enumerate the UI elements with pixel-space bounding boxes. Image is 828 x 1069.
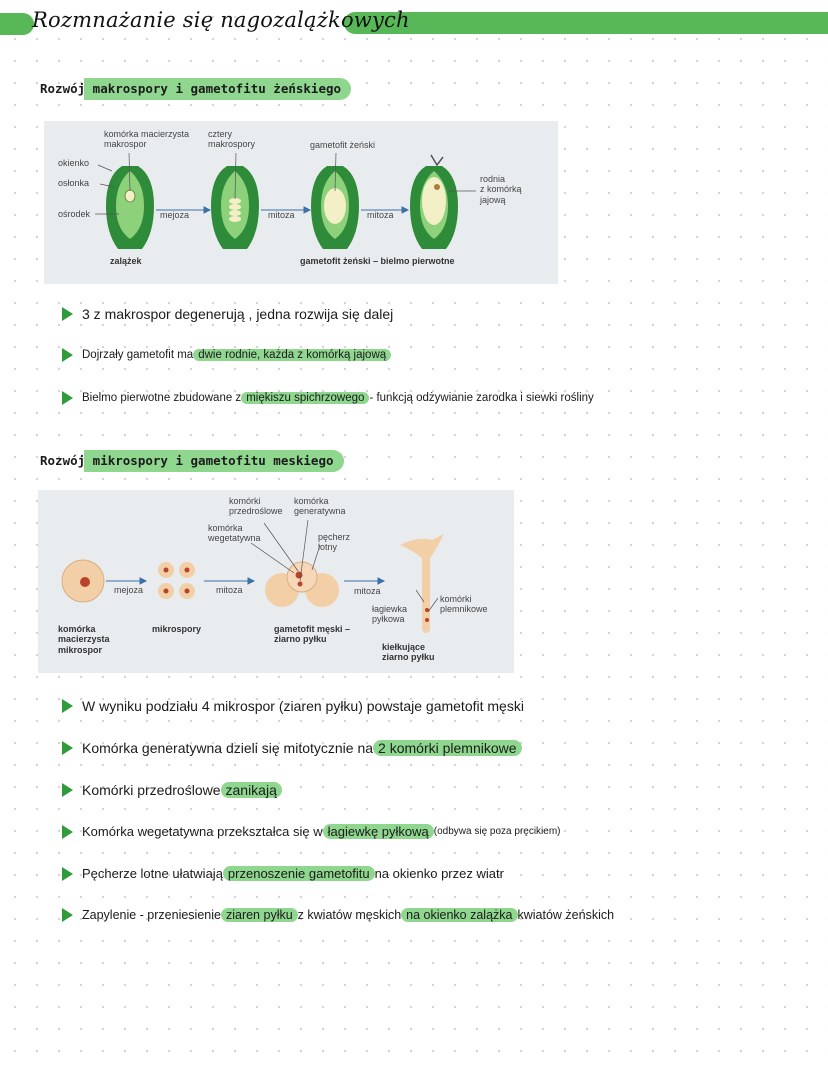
label-komorka-macierzysta: komórka macierzysta makrospor <box>104 129 190 150</box>
triangle-bullet-icon <box>62 741 73 755</box>
ovule-drawing <box>211 166 259 249</box>
triangle-bullet-icon <box>62 908 73 922</box>
highlight: zanikają <box>221 782 282 798</box>
label-pecherz-lotny: pęcherz lotny <box>318 532 351 553</box>
bullet-item: Bielmo pierwotne zbudowane z miękiszu spichrzowego - funkcją odżywianie zarodka i siewki rośliny <box>62 391 594 405</box>
ovule-drawing <box>410 155 458 249</box>
bullet-item: Zapylenie - przeniesienie ziaren pyłku z kwiatów męskich na okienko zalążka kwiatów żeńskich <box>62 908 614 922</box>
page-title: Rozmnażanie się nagozalążkowych <box>32 8 410 32</box>
label-gametofit-zenski: gametofit żeński <box>310 140 376 150</box>
triangle-bullet-icon <box>62 867 73 881</box>
highlight: przenoszenie gametofitu <box>223 866 375 881</box>
mother-cell-drawing <box>62 560 104 602</box>
figure-mikrospora <box>38 490 514 673</box>
bullet-item: Komórki przedroślowe zanikają <box>62 782 282 798</box>
triangle-bullet-icon <box>62 348 73 362</box>
section-heading-makrospora: Rozwój makrospory i gametofitu żeńskiego <box>36 78 351 100</box>
label-komorki-plemnikowe: komórki plemnikowe <box>440 594 488 615</box>
label-mitoza-2: mitoza <box>367 210 394 220</box>
bullet-item: Pęcherze lotne ułatwiają przenoszenie gametofitu na okienko przez wiatr <box>62 866 504 881</box>
microspores-drawing <box>158 562 195 599</box>
label-mejoza: mejoza <box>160 210 190 220</box>
label-okienko: okienko <box>58 158 90 168</box>
label-oslonka: osłonka <box>58 178 90 188</box>
label-osrodek: ośrodek <box>58 209 91 219</box>
highlight: dwie rodnie, każda z komórką jajową <box>193 349 391 361</box>
highlight: ziaren pyłku <box>221 908 298 922</box>
title-accent-left <box>0 13 34 35</box>
label-mitoza-1: mitoza <box>216 585 243 595</box>
figure-makrospora <box>44 121 558 284</box>
triangle-bullet-icon <box>62 307 73 321</box>
triangle-bullet-icon <box>62 699 73 713</box>
bullet-item: Dojrzały gametofit ma dwie rodnie, każda z komórką jajową <box>62 348 391 362</box>
bullet-item: 3 z makrospor degenerują , jedna rozwija się dalej <box>62 306 393 322</box>
highlight: łagiewkę pyłkową <box>323 824 434 839</box>
label-komorka-generatywna: komórka generatywna <box>294 496 346 517</box>
process-arrows <box>106 578 384 584</box>
label-rodnia: rodnia z komórką jajową <box>480 174 522 205</box>
label-mikrospory: mikrospory <box>152 624 202 634</box>
triangle-bullet-icon <box>62 391 73 405</box>
triangle-bullet-icon <box>62 783 73 797</box>
label-gametofit-bielmo: gametofit żeński – bielmo pierwotne <box>300 256 455 266</box>
label-cztery-makrospory: cztery makrospory <box>208 129 256 150</box>
label-zalazek: zalążek <box>110 256 142 266</box>
label-lagiewka-pylkowa: łagiewka pyłkowa <box>372 604 408 625</box>
pollen-grain-drawing <box>265 562 339 607</box>
label-komorka-macierzysta: komórka macierzysta mikrospor <box>58 624 110 655</box>
label-komorka-wegetatywna: komórka wegetatywna <box>208 523 261 544</box>
bullet-item: Komórka wegetatywna przekształca się w łagiewkę pyłkową (odbywa się poza pręcikiem) <box>62 824 561 839</box>
label-komorki-przedroslowe: komórki przedroślowe <box>229 496 283 517</box>
label-kielkujace-ziarno: kiełkujące ziarno pyłku <box>382 642 435 663</box>
bullet-item: W wyniku podziału 4 mikrospor (ziaren pyłku) powstaje gametofit męski <box>62 698 524 714</box>
label-gametofit-meski: gametofit męski – ziarno pyłku <box>274 624 351 645</box>
title-accent-right <box>344 12 828 34</box>
bullet-item: Komórka generatywna dzieli się mitotycznie na 2 komórki plemnikowe <box>62 740 522 756</box>
label-mitoza-2: mitoza <box>354 586 381 596</box>
label-mejoza: mejoza <box>114 585 144 595</box>
highlight: 2 komórki plemnikowe <box>373 740 522 756</box>
label-mitoza-1: mitoza <box>268 210 295 220</box>
highlight: na okienko zalążka <box>401 908 517 922</box>
highlight: miękiszu spichrzowego <box>241 392 369 404</box>
triangle-bullet-icon <box>62 825 73 839</box>
section-heading-mikrospora: Rozwój mikrospory i gametofitu meskiego <box>36 450 344 472</box>
